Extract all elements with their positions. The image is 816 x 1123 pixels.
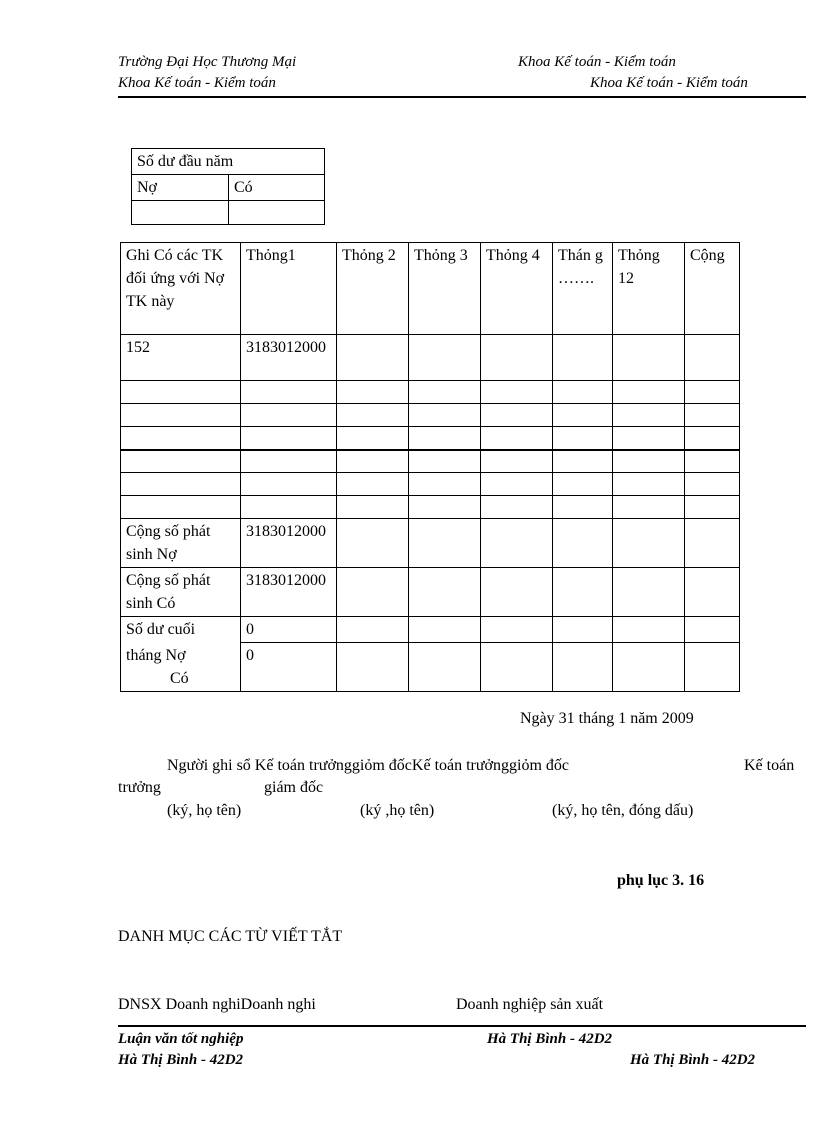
signature-title-wrap: trưởng <box>118 779 161 796</box>
header-faculty-left: Khoa Kế toán - Kiểm toán <box>118 75 276 91</box>
footer-author-mid: Hà Thị Bình - 42D2 <box>487 1031 613 1047</box>
opening-credit-value <box>229 201 325 225</box>
account-152: 152 <box>121 335 241 381</box>
sign-note-1: (ký, họ tên) <box>167 802 242 819</box>
closing-label-3: Có <box>170 669 189 687</box>
col-header-month-1: Thỏng1 <box>241 243 337 335</box>
closing-debit-value: 0 <box>241 617 337 643</box>
closing-debit-row <box>121 617 740 643</box>
date-line: Ngày 31 tháng 1 năm 2009 <box>520 710 694 727</box>
table-row <box>121 496 740 519</box>
total-credit-label: Cộng số phát sinh Có <box>121 568 241 617</box>
abbr-meaning: Doanh nghiệp sản xuất <box>456 996 604 1013</box>
col-header-month-etc: Thán g ……. <box>553 243 613 335</box>
table-row <box>121 335 740 381</box>
opening-debit-value <box>132 201 229 225</box>
footer-thesis: Luận văn tốt nghiệp <box>118 1031 244 1047</box>
col-header-month-12: Thỏng 12 <box>613 243 685 335</box>
closing-label-lower <box>121 643 241 692</box>
col-header-month-3: Thỏng 3 <box>409 243 481 335</box>
table-row <box>121 473 740 496</box>
header-faculty-right-1: Khoa Kế toán - Kiểm toán <box>518 54 676 70</box>
col-header-month-4: Thỏng 4 <box>481 243 553 335</box>
closing-label-1: Số dư cuối <box>121 617 241 643</box>
signature-title-right: Kế toán <box>744 757 795 774</box>
table-row <box>121 427 740 450</box>
total-credit-row <box>121 568 740 617</box>
total-debit-value: 3183012000 <box>241 519 337 568</box>
header-rule <box>118 96 806 98</box>
footer-rule <box>118 1025 806 1027</box>
closing-credit-value: 0 <box>241 643 337 692</box>
closing-label-2: tháng Nợ <box>126 646 186 664</box>
signature-titles: Người ghi sổ Kế toán trưởnggiỏm đốcKế toán trưởnggiỏm đốc <box>167 757 570 774</box>
ledger-table <box>120 242 740 692</box>
sign-note-2: (ký ,họ tên) <box>360 802 435 819</box>
table-row <box>121 450 740 473</box>
closing-credit-row <box>121 643 740 692</box>
opening-balance-table <box>131 148 325 225</box>
total-debit-label: Cộng số phát sinh Nợ <box>121 519 241 568</box>
header-school: Trường Đại Học Thương Mại <box>118 54 297 70</box>
signature-title-director: giám đốc <box>264 779 324 796</box>
header-faculty-right-2: Khoa Kế toán - Kiểm toán <box>590 75 748 91</box>
col-header-account: Ghi Có các TK đối ứng với Nợ TK này <box>121 243 241 335</box>
footer-author-left: Hà Thị Bình - 42D2 <box>118 1052 244 1068</box>
opening-balance-title: Số dư đầu năm <box>132 149 325 175</box>
abbr-term: DNSX Doanh nghiDoanh nghi <box>118 996 316 1013</box>
col-header-month-2: Thỏng 2 <box>337 243 409 335</box>
table-row <box>121 404 740 427</box>
abbr-title: DANH MỤC CÁC TỪ VIẾT TẮT <box>118 928 343 945</box>
appendix-label: phụ lục 3. 16 <box>617 872 705 889</box>
opening-credit-label: Có <box>229 175 325 201</box>
footer-author-right: Hà Thị Bình - 42D2 <box>630 1052 756 1068</box>
total-credit-value: 3183012000 <box>241 568 337 617</box>
sign-note-3: (ký, họ tên, đóng dấu) <box>552 802 694 819</box>
opening-debit-label: Nợ <box>132 175 229 201</box>
total-debit-row <box>121 519 740 568</box>
col-header-total: Cộng <box>685 243 740 335</box>
ledger-header-row <box>121 243 740 335</box>
amount-152-month-1: 3183012000 <box>241 335 337 381</box>
table-row <box>121 381 740 404</box>
